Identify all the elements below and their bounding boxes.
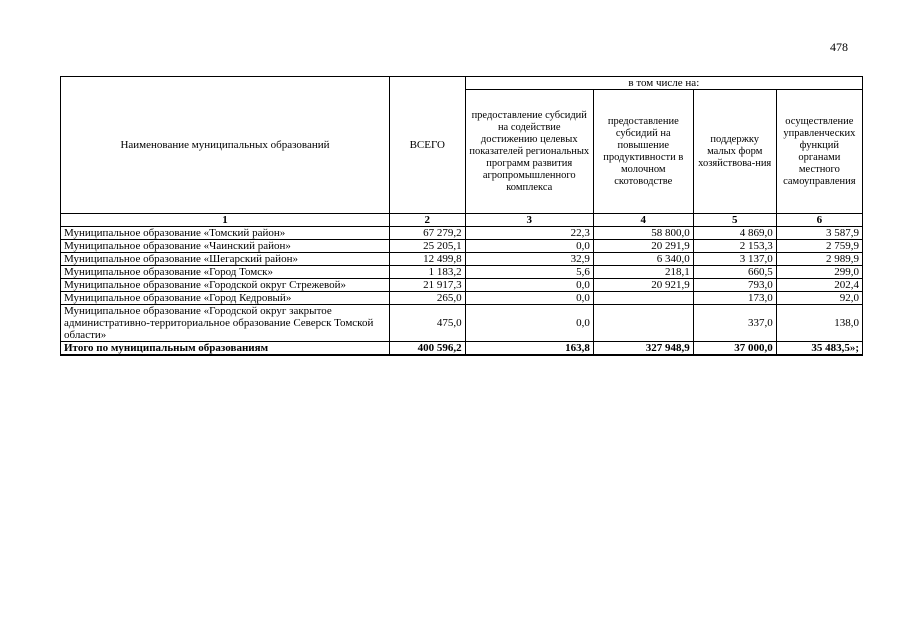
total-row-value: 163,8 — [465, 342, 593, 356]
total-row — [61, 342, 863, 356]
row-name: Муниципальное образование «Город Кедровый» — [61, 292, 390, 305]
row-value: 0,0 — [465, 279, 593, 292]
total-row-total: 400 596,2 — [389, 342, 465, 356]
row-value: 3 587,9 — [776, 227, 862, 240]
total-row-value: 35 483,5»; — [776, 342, 862, 356]
table-row — [61, 292, 863, 305]
row-value: 20 921,9 — [593, 279, 693, 292]
row-total: 475,0 — [389, 305, 465, 342]
row-value: 660,5 — [693, 266, 776, 279]
row-value: 20 291,9 — [593, 240, 693, 253]
row-value: 793,0 — [693, 279, 776, 292]
table-row — [61, 227, 863, 240]
row-total: 1 183,2 — [389, 266, 465, 279]
header-agro-programs-subsidy: предоставление субсидий на содействие достижению целевых показателей региональных программ развития агропромышленного комплекса — [465, 90, 593, 214]
total-row-label: Итого по муниципальным образованиям — [61, 342, 390, 356]
column-number: 4 — [593, 214, 693, 227]
row-total: 265,0 — [389, 292, 465, 305]
row-name: Муниципальное образование «Чаинский район» — [61, 240, 390, 253]
table-row — [61, 240, 863, 253]
header-municipality-name: Наименование муниципальных образований — [61, 77, 390, 214]
row-total: 21 917,3 — [389, 279, 465, 292]
row-value: 2 153,3 — [693, 240, 776, 253]
row-value: 5,6 — [465, 266, 593, 279]
row-total: 12 499,8 — [389, 253, 465, 266]
column-number: 1 — [61, 214, 390, 227]
row-value: 3 137,0 — [693, 253, 776, 266]
page-number: 478 — [830, 40, 848, 54]
row-value: 337,0 — [693, 305, 776, 342]
row-value: 0,0 — [465, 240, 593, 253]
row-value: 202,4 — [776, 279, 862, 292]
row-name: Муниципальное образование «Городской округ закрытое административно-территориальное образование Северск Томской области» — [61, 305, 390, 342]
row-value: 4 869,0 — [693, 227, 776, 240]
row-name: Муниципальное образование «Томский район» — [61, 227, 390, 240]
total-row-value: 327 948,9 — [593, 342, 693, 356]
row-value: 138,0 — [776, 305, 862, 342]
row-value: 22,3 — [465, 227, 593, 240]
row-value: 58 800,0 — [593, 227, 693, 240]
row-value — [593, 305, 693, 342]
table-row — [61, 266, 863, 279]
header-management-functions: осуществление управленческих функций органами местного самоуправления — [776, 90, 862, 214]
column-numbers-row — [61, 214, 863, 227]
column-number: 6 — [776, 214, 862, 227]
column-number: 5 — [693, 214, 776, 227]
total-row-value: 37 000,0 — [693, 342, 776, 356]
table-row — [61, 305, 863, 342]
row-name: Муниципальное образование «Городской округ Стрежевой» — [61, 279, 390, 292]
row-total: 67 279,2 — [389, 227, 465, 240]
row-value — [593, 292, 693, 305]
row-value: 6 340,0 — [593, 253, 693, 266]
row-value: 0,0 — [465, 305, 593, 342]
row-total: 25 205,1 — [389, 240, 465, 253]
row-value: 92,0 — [776, 292, 862, 305]
column-number: 3 — [465, 214, 593, 227]
row-name: Муниципальное образование «Шегарский район» — [61, 253, 390, 266]
row-value: 32,9 — [465, 253, 593, 266]
header-total: ВСЕГО — [389, 77, 465, 214]
row-value: 173,0 — [693, 292, 776, 305]
header-including: в том числе на: — [465, 77, 862, 90]
row-value: 0,0 — [465, 292, 593, 305]
header-small-farms-support: поддержку малых форм хозяйствова-ния — [693, 90, 776, 214]
row-value: 2 989,9 — [776, 253, 862, 266]
column-number: 2 — [389, 214, 465, 227]
table-row — [61, 279, 863, 292]
subsidy-table — [60, 76, 863, 356]
row-value: 218,1 — [593, 266, 693, 279]
row-value: 2 759,9 — [776, 240, 862, 253]
header-dairy-productivity-subsidy: предоставление субсидий на повышение продуктивности в молочном скотоводстве — [593, 90, 693, 214]
row-value: 299,0 — [776, 266, 862, 279]
table-row — [61, 253, 863, 266]
row-name: Муниципальное образование «Город Томск» — [61, 266, 390, 279]
